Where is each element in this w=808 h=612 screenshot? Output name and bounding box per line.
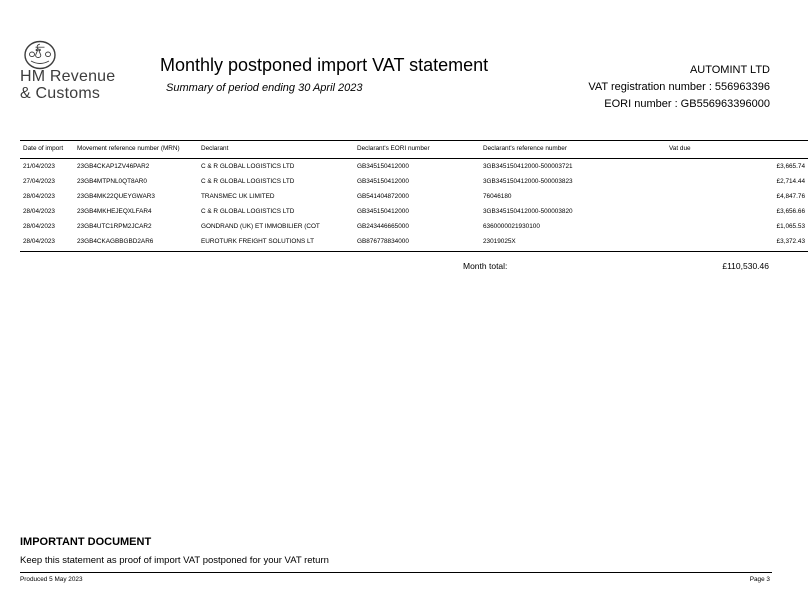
cell-mrn: 23GB4MKHEJEQXLFAR4 — [77, 208, 152, 215]
page-subtitle: Summary of period ending 30 April 2023 — [166, 82, 363, 94]
hmrc-wordmark-line2: & Customs — [20, 85, 101, 102]
table-row — [20, 219, 808, 234]
cell-date: 28/04/2023 — [20, 234, 74, 252]
cell-date: 28/04/2023 — [23, 223, 55, 230]
cell-eori: GB345150412000 — [357, 208, 409, 215]
cell-date: 21/04/2023 — [23, 163, 55, 170]
table-header-row — [20, 141, 808, 159]
organisation-details — [588, 62, 770, 113]
cell-mrn: 23GB4CKAP1ZV46PAR2 — [77, 163, 150, 170]
table-row — [20, 174, 808, 189]
hmrc-crest-icon — [22, 40, 58, 70]
vat-registration-number: VAT registration number : 556963396 — [588, 81, 770, 93]
cell-eori: GB243446665000 — [357, 223, 409, 230]
table-row — [20, 159, 808, 175]
column-header-mrn: Movement reference number (MRN) — [74, 141, 198, 159]
cell-eori: GB345150412000 — [357, 163, 409, 170]
hmrc-wordmark — [20, 68, 115, 102]
org-name: AUTOMINT LTD — [689, 64, 770, 76]
cell-mrn: 23GB4UTC1RPM2JCAR2 — [77, 223, 152, 230]
cell-vat-due: £3,372.43 — [666, 234, 808, 252]
eori-number: EORI number : GB556963396000 — [604, 98, 770, 110]
cell-mrn: 23GB4MTPNL0QT8AR0 — [77, 178, 147, 185]
cell-declarant: GONDRAND (UK) ET IMMOBILIER (COT — [201, 223, 320, 230]
column-header-declarants-reference: Declarant's reference number — [480, 141, 666, 159]
cell-declarant: EUROTURK FREIGHT SOLUTIONS LT — [198, 234, 354, 252]
table-row — [20, 189, 808, 204]
column-header-vat-due: Vat due — [666, 141, 808, 159]
vat-statement-table-wrapper — [20, 140, 805, 275]
cell-vat-due: £1,065.53 — [776, 223, 805, 230]
keep-statement-note: Keep this statement as proof of import VAT postponed for your VAT return — [20, 555, 329, 566]
cell-eori: GB541404872000 — [357, 193, 409, 200]
cell-eori: GB345150412000 — [357, 178, 409, 185]
produced-date: Produced 5 May 2023 — [20, 576, 83, 583]
cell-reference: 23019025X — [480, 234, 666, 252]
hmrc-wordmark-line1: HM Revenue — [20, 68, 116, 85]
cell-reference: 3GB345150412000-500003823 — [483, 178, 573, 185]
month-total-label: Month total: — [463, 261, 508, 271]
cell-declarant: C & R GLOBAL LOGISTICS LTD — [201, 178, 295, 185]
vat-statement-table — [20, 140, 808, 252]
table-row — [20, 204, 808, 219]
cell-declarant: C & R GLOBAL LOGISTICS LTD — [201, 163, 295, 170]
cell-mrn: 23GB4MK22QUEYGWAR3 — [77, 193, 155, 200]
cell-reference: 6360000021930100 — [483, 223, 540, 230]
column-header-declarants-eori: Declarant's EORI number — [354, 141, 480, 159]
cell-declarant: C & R GLOBAL LOGISTICS LTD — [201, 208, 295, 215]
column-header-date-of-import: Date of import — [20, 141, 74, 159]
column-header-declarant: Declarant — [198, 141, 354, 159]
table-body — [20, 159, 808, 252]
table-row — [20, 234, 808, 252]
month-total-row — [20, 261, 772, 275]
page-title: Monthly postponed import VAT statement — [160, 55, 489, 75]
table-header — [20, 141, 808, 159]
cell-mrn: 23GB4CKAGBBGBD2AR6 — [74, 234, 198, 252]
cell-date: 27/04/2023 — [23, 178, 55, 185]
important-document-heading: IMPORTANT DOCUMENT — [20, 536, 152, 548]
cell-vat-due: £4,847.76 — [776, 193, 805, 200]
footer-divider — [20, 572, 772, 573]
cell-declarant: TRANSMEC UK LIMITED — [201, 193, 275, 200]
page-number: Page 3 — [749, 576, 770, 583]
cell-reference: 3GB345150412000-500003820 — [483, 208, 573, 215]
cell-vat-due: £2,714.44 — [776, 178, 805, 185]
cell-date: 28/04/2023 — [23, 193, 55, 200]
cell-date: 28/04/2023 — [23, 208, 55, 215]
cell-vat-due: £3,656.66 — [776, 208, 805, 215]
cell-vat-due: £3,665.74 — [776, 163, 805, 170]
cell-eori: GB876778834000 — [354, 234, 480, 252]
cell-reference: 76046180 — [483, 193, 512, 200]
month-total-value: £110,530.46 — [722, 261, 769, 271]
cell-reference: 3GB345150412000-500003721 — [483, 163, 573, 170]
